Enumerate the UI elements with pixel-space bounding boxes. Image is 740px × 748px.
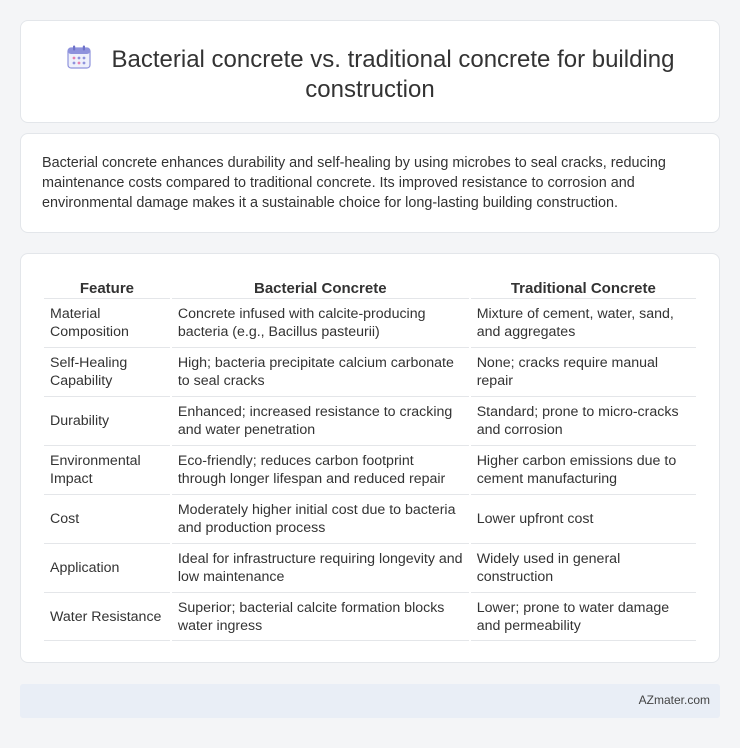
table-row — [44, 445, 696, 494]
comparison-table-card — [20, 253, 720, 663]
footer-bar — [20, 684, 720, 718]
header-traditional-concrete: Traditional Concrete — [510, 280, 656, 297]
bacterial-cell: Superior; bacterial calcite formation blocks water ingress — [172, 592, 469, 641]
table-row — [44, 494, 696, 543]
feature-cell: Water Resistance — [44, 592, 170, 641]
table-header-row — [44, 276, 696, 298]
page-title-wrap — [21, 44, 719, 105]
table-row — [44, 543, 696, 592]
header-feature: Feature — [79, 280, 135, 297]
traditional-cell: Mixture of cement, water, sand, and aggregates — [471, 298, 696, 347]
table-row — [44, 298, 696, 347]
footer-brand-link[interactable]: AZmater.com — [638, 693, 710, 707]
feature-cell: Durability — [44, 396, 170, 445]
bacterial-cell: Ideal for infrastructure requiring longevity and low maintenance — [172, 543, 469, 592]
feature-cell: Application — [44, 543, 170, 592]
feature-cell: Environmental Impact — [44, 445, 170, 494]
table-row — [44, 592, 696, 641]
bacterial-cell: Enhanced; increased resistance to cracking and water penetration — [172, 396, 469, 445]
traditional-cell: Widely used in general construction — [471, 543, 696, 592]
traditional-cell: None; cracks require manual repair — [471, 347, 696, 396]
traditional-cell: Higher carbon emissions due to cement manufacturing — [471, 445, 696, 494]
title-card — [20, 20, 720, 123]
header-bacterial-concrete: Bacterial Concrete — [253, 280, 387, 297]
table-row — [44, 396, 696, 445]
page-title: Bacterial concrete vs. traditional concrete for building construction — [111, 46, 675, 103]
bacterial-cell: Concrete infused with calcite-producing bacteria (e.g., Bacillus pasteurii) — [172, 298, 469, 347]
traditional-cell: Lower upfront cost — [471, 494, 696, 543]
traditional-cell: Standard; prone to micro-cracks and corrosion — [471, 396, 696, 445]
bacterial-cell: Eco-friendly; reduces carbon footprint through longer lifespan and reduced repair — [172, 445, 469, 494]
summary-card — [20, 133, 720, 233]
feature-cell: Cost — [44, 494, 170, 543]
feature-cell: Self-Healing Capability — [44, 347, 170, 396]
bacterial-cell: Moderately higher initial cost due to bacteria and production process — [172, 494, 469, 543]
summary-text: Bacterial concrete enhances durability and self-healing by using microbes to seal cracks, reducing maintenance costs compared to traditional concrete. Its improved resistance to corrosion and environmental damage makes it a sustainable choice for long-lasting building construction. — [42, 155, 666, 211]
calendar-icon — [66, 44, 92, 70]
feature-cell: Material Composition — [44, 298, 170, 347]
table-row — [44, 347, 696, 396]
bacterial-cell: High; bacteria precipitate calcium carbonate to seal cracks — [172, 347, 469, 396]
comparison-table — [42, 276, 698, 641]
traditional-cell: Lower; prone to water damage and permeability — [471, 592, 696, 641]
